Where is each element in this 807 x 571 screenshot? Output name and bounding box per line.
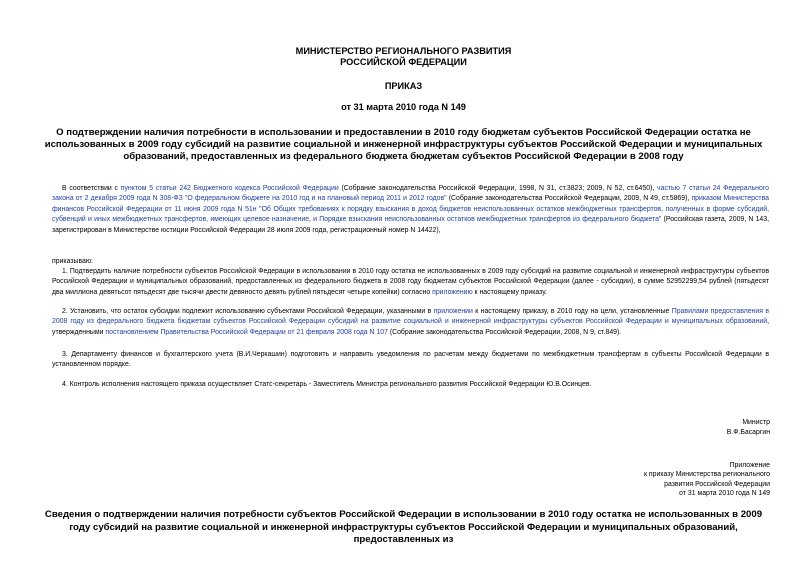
item-2-text-3: , утвержденными (52, 318, 769, 336)
appendix-link[interactable]: приложению (432, 288, 473, 296)
order-item-1 (52, 267, 769, 298)
item-1-text-2: к настоящему приказу. (472, 288, 547, 296)
order-item-2 (52, 307, 769, 338)
order-intro: приказываю: (52, 258, 93, 265)
ministry-line-2: РОССИЙСКОЙ ФЕДЕРАЦИИ (340, 57, 467, 67)
ministry-name (0, 46, 807, 68)
federal-law-link[interactable]: частью 7 статьи 24 Федерального закона от 2 декабря 2009 года N 308-ФЗ "О федеральном бюджете на 2010 год и на плановый период 2011 и 2012 годов" (52, 185, 770, 203)
annex-title: Сведения о подтверждении наличия потребности субъектов Российской Федерации в использовании в 2010 году остатка не использованных в 2009 году субсидий на развитие социальной и инженерной инфраструктуры субъектов Российской Федерации и муниципальных образований, предоставленных из (44, 509, 763, 545)
appendix-link-2[interactable]: приложении (433, 308, 473, 315)
preamble-text-3: (Собрание законодательства Российской Федерации, 2009, N 49, ст.5869), (446, 195, 692, 203)
item-2-text-2: к настоящему приказу, в 2010 году на цели, установленные (472, 308, 672, 315)
item-2-text-4: (Собрание законодательства Российской Федерации, 2008, N 9, ст.849). (387, 328, 622, 336)
order-item-3: 3. Департаменту финансов и бухгалтерского учета (В.И.Черкашин) подготовить и направить уведомления по расчетам между бюджетами по межбюджетным трансфертам в субъекты Российской Федерации в установленном порядке. (52, 351, 769, 369)
item-2-text-1: 2. Установить, что остаток субсидии подлежит использованию субъектами Российской Федерации, указанными в (62, 308, 434, 315)
annex-line-2: к приказу Министерства регионального (643, 471, 770, 479)
annex-block (644, 461, 770, 499)
order-item-4: 4. Контроль исполнения настоящего приказа осуществляет Статс-секретарь - Заместитель Министра регионального развития Российской Федерации Ю.В.Осинцев. (62, 381, 592, 388)
order-heading: ПРИКАЗ (384, 81, 423, 91)
order-date: от 31 марта 2010 года N 149 (341, 102, 466, 112)
preamble-paragraph (52, 184, 769, 236)
signature-block (727, 418, 770, 439)
preamble-text-2: (Собрание законодательства Российской Федерации, 1998, N 31, ст.3823; 2009, N 52, ст.6450), (338, 185, 658, 192)
preamble-text-1: В соответствии с (62, 185, 121, 192)
signature-name: В.Ф.Басаргин (726, 429, 770, 437)
government-decree-link[interactable]: постановлением Правительства Российской Федерации от 21 февраля 2008 года N 107 (105, 328, 388, 336)
budget-code-link[interactable]: пунктом 5 статьи 242 Бюджетного кодекса Российской Федерации (120, 185, 339, 192)
annex-line-3: развития Российской Федерации (664, 480, 770, 488)
item-1-text-1: 1. Подтвердить наличие потребности субъектов Российской Федерации в использовании в 2010 году остатка не использованных в 2009 году субсидий на развитие социальной и инженерной инфраструктуры субъектов Российской Федерации и муниципальных образований, предоставленных из федерального бюджета в 2008 году бюджетам субъектов Российской Федерации (далее - субсидии), в сумме 52952299,54 рублей (пятьдесят два миллиона девятьсот пятьдесят две тысячи двести девяносто девять рублей пятьдесят четыре копейки) согласно (52, 268, 769, 296)
annex-line-4: от 31 марта 2010 года N 149 (679, 490, 770, 498)
annex-line-1: Приложение (729, 462, 770, 469)
signature-position: Министр (742, 419, 770, 426)
minfin-order-link[interactable]: приказом Министерства финансов Российской Федерации от 11 июня 2009 года N 51н "Об Общих требованиях к порядку взыскания в доход бюджетов неиспользованных остатков межбюджетных трансфертов, полученных в форме субсидий, субвенций и иных межбюджетных трансфертов, имеющих целевое назначение, и Порядке взыскания неиспользованных остатков межбюджетных трансфертов из федерального бюджета" (52, 195, 770, 224)
ministry-line-1: МИНИСТЕРСТВО РЕГИОНАЛЬНОГО РАЗВИТИЯ (295, 46, 512, 56)
document-title: О подтверждении наличия потребности в использовании и предоставлении в 2010 году бюджетам субъектов Российской Федерации остатка не использованных в 2009 году субсидий на развитие социальной и инженерной инфраструктуры субъектов Российской Федерации и муниципальных образований, предоставленных из федерального бюджета бюджетам субъектов Российской Федерации в 2008 году (44, 127, 763, 162)
rules-link[interactable]: Правилами предоставления в 2008 году из федерального бюджета бюджетам субъектов Российской Федерации субсидий на развитие социальной и инженерной инфраструктуры субъектов Российской Федерации и муниципальных образований (52, 308, 769, 326)
preamble-text-4: (Российская газета, 2009, N 143, зарегистрирован в Министерстве юстиции Российской Федерации 28 июля 2009 года, регистрационный номер N 14422), (52, 216, 770, 234)
